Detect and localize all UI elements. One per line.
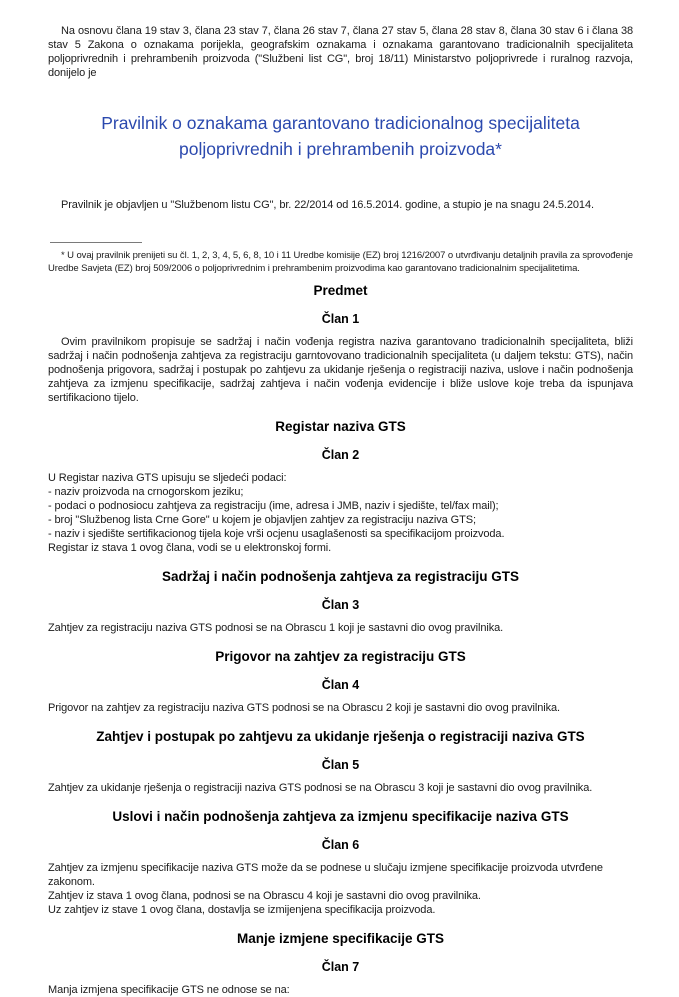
document-title: Pravilnik o oznakama garantovano tradicionalnog specijaliteta poljoprivrednih i prehrambenih proizvoda*: [101, 113, 580, 159]
article-heading-clan-7: Član 7: [321, 960, 360, 974]
section-heading-uslovi: Uslovi i način podnošenja zahtjeva za izmjenu specifikacije naziva GTS: [112, 809, 569, 824]
article-text-clan-7: Manja izmjena specifikacije GTS ne odnose se na:: [48, 984, 290, 996]
clan-2-line: - naziv i sjedište sertifikacionog tijela koje vrši ocjenu usaglašenosti sa specifikacijom proizvoda.: [48, 528, 505, 540]
clan-6-line: Uz zahtjev iz stave 1 ovog člana, dostavlja se izmijenjena specifikacija proizvoda.: [48, 904, 436, 916]
article-heading-clan-6: Član 6: [321, 838, 360, 852]
intro-paragraph: Na osnovu člana 19 stav 3, člana 23 stav 7, člana 26 stav 7, člana 27 stav 5, člana 28 stav 8, člana 30 stav 6 i člana 38 stav 5 Zakona o oznakama porijekla, geografskim oznakama i oznakama garantovano tradicionalnih specijaliteta poljoprivrednih i prehrambenih proizvoda ("Službeni list CG", broj 18/11) Ministarstvo poljoprivrede i ruralnog razvoja, donijelo je: [48, 25, 633, 79]
section-heading-prigovor: Prigovor na zahtjev za registraciju GTS: [215, 649, 466, 664]
article-text-clan-4: Prigovor na zahtjev za registraciju naziva GTS podnosi se na Obrascu 2 koji je sastavni dio ovog pravilnika.: [48, 702, 560, 714]
footnote-divider: [50, 242, 142, 243]
article-text-clan-2: [48, 471, 633, 555]
clan-2-line: - naziv proizvoda na crnogorskom jeziku;: [48, 486, 244, 498]
article-text-clan-5: Zahtjev za ukidanje rješenja o registraciji naziva GTS podnosi se na Obrascu 3 koji je sastavni dio ovog pravilnika.: [48, 782, 593, 794]
clan-6-line: Zahtjev iz stava 1 ovog člana, podnosi se na Obrascu 4 koji je sastavni dio ovog pravilnika.: [48, 890, 481, 902]
article-text-clan-1: Ovim pravilnikom propisuje se sadržaj i način vođenja registra naziva garantovano tradicionalnih specijaliteta, bliži sadržaj i način podnošenja zahtjeva za registraciju garntovovano tradicionalnih specijaliteta (u daljem tekstu: GTS), način podnošenja prigovora, sadržaj i postupak po zahtjevu za ukidanje rješenja o registraciji naziva, uslove i način podnošenja zahtjeva za izmjenu specifikacije, sadržaj zahtjeva i način vođenja evidencije i bliže uslove koje treba da ispunjava sertifikaciono tijelo.: [48, 336, 633, 404]
article-heading-clan-5: Član 5: [321, 758, 360, 772]
article-text-clan-3: Zahtjev za registraciju naziva GTS podnosi se na Obrascu 1 koji je sastavni dio ovog pravilnika.: [48, 622, 504, 634]
section-heading-ukidanje: Zahtjev i postupak po zahtjevu za ukidanje rješenja o registraciji naziva GTS: [96, 729, 585, 744]
publication-note: Pravilnik je objavljen u "Službenom listu CG", br. 22/2014 od 16.5.2014. godine, a stupio je na snagu 24.5.2014.: [61, 199, 594, 211]
clan-2-line: Registar iz stava 1 ovog člana, vodi se u elektronskoj formi.: [48, 542, 332, 554]
clan-2-line: - broj "Službenog lista Crne Gore" u kojem je objavljen zahtjev za registraciju naziva GTS;: [48, 514, 476, 526]
section-heading-manje: Manje izmjene specifikacije GTS: [236, 931, 445, 946]
clan-2-line: U Registar naziva GTS upisuju se sljedeći podaci:: [48, 472, 287, 484]
article-heading-clan-1: Član 1: [321, 312, 360, 326]
section-heading-sadrzaj: Sadržaj i način podnošenja zahtjeva za registraciju GTS: [161, 569, 520, 584]
footnote-text: * U ovaj pravilnik prenijeti su čl. 1, 2, 3, 4, 5, 6, 8, 10 i 11 Uredbe komisije (EZ) broj 1216/2007 o utvrđivanju detaljnih pravila za sprovođenje Uredbe Savjeta (EZ) broj 509/2006 o poljoprivrednim i prehrambenim proizvodima kao garantovano tradicionalnim specijalitetima.: [48, 250, 633, 274]
article-heading-clan-3: Član 3: [321, 598, 360, 612]
clan-6-line: Zahtjev za izmjenu specifikacije naziva GTS može da se podnese u slučaju izmjene specifikacije proizvoda utvrđene zakonom.: [48, 862, 603, 888]
article-text-clan-6: [48, 861, 633, 917]
clan-2-line: - podaci o podnosiocu zahtjeva za registraciju (ime, adresa i JMB, naziv i sjedište, tel/fax mail);: [48, 500, 499, 512]
section-heading-registar: Registar naziva GTS: [275, 419, 406, 434]
article-heading-clan-4: Član 4: [321, 678, 360, 692]
section-heading-predmet: Predmet: [313, 283, 368, 298]
article-heading-clan-2: Član 2: [321, 448, 360, 462]
